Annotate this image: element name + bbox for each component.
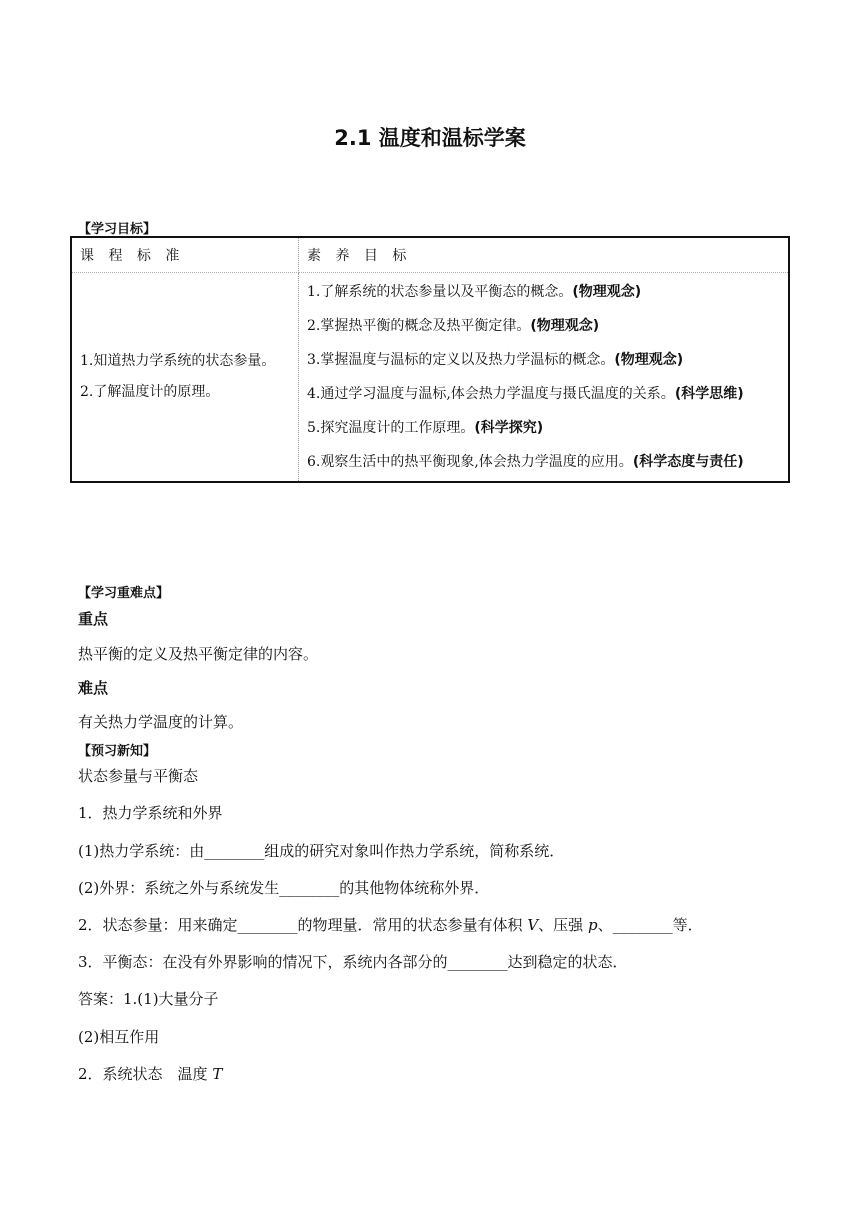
preview-subtitle: 状态参量与平衡态: [78, 767, 199, 785]
fill-blank: ________: [612, 916, 673, 934]
standard-item: 1.知道热力学系统的状态参量。: [80, 353, 276, 369]
literacy-item: 1.了解系统的状态参量以及平衡态的概念。(物理观念): [307, 284, 642, 300]
preview-item-1b: (2)外界：系统之外与系统发生________的其他物体统称外界．: [78, 879, 490, 897]
standard-item: 2.了解温度计的原理。: [80, 384, 220, 400]
learning-goals-heading: 【学习目标】: [78, 222, 157, 237]
focus-label: 重点: [78, 610, 109, 628]
fill-blank: ________: [279, 879, 340, 897]
literacy-item: 6.观察生活中的热平衡现象,体会热力学温度的应用。(科学态度与责任): [307, 454, 744, 470]
literacy-item: 5.探究温度计的工作原理。(科学探究): [307, 420, 544, 436]
standards-cell: [71, 273, 299, 483]
key-points-heading: 【学习重难点】: [78, 586, 170, 601]
preview-item-3: 3．平衡态：在没有外界影响的情况下，系统内各部分的________达到稳定的状态．: [78, 953, 628, 971]
answer-line-3: 2．系统状态 温度 T: [78, 1065, 223, 1083]
focus-text: 热平衡的定义及热平衡定律的内容。: [78, 645, 319, 663]
fill-blank: ________: [447, 953, 508, 971]
difficulty-label: 难点: [78, 679, 109, 697]
literacy-item: 2.掌握热平衡的概念及热平衡定律。(物理观念): [307, 318, 600, 334]
page-title: 2.1 温度和温标学案: [334, 126, 526, 150]
fill-blank: ________: [204, 842, 265, 860]
difficulty-text: 有关热力学温度的计算。: [78, 713, 244, 731]
column-header-standard: 课 程 标 准: [71, 237, 299, 273]
preview-heading: 【预习新知】: [78, 744, 157, 759]
preview-item-1: 1．热力学系统和外界: [78, 804, 223, 822]
literacy-item: 3.掌握温度与温标的定义以及热力学温标的概念。(物理观念): [307, 352, 684, 368]
answer-line-2: (2)相互作用: [78, 1028, 160, 1046]
preview-item-2: 2．状态参量：用来确定________的物理量．常用的状态参量有体积 V、压强 p、________等．: [78, 916, 703, 934]
fill-blank: ________: [237, 916, 298, 934]
table-row: [71, 273, 789, 483]
table-header-row: [71, 237, 789, 273]
literacy-cell: [299, 273, 790, 483]
answer-line-1: 答案：1.(1)大量分子: [78, 990, 219, 1008]
column-header-literacy: 素 养 目 标: [299, 237, 790, 273]
preview-item-1a: (1)热力学系统：由________组成的研究对象叫作热力学系统，简称系统．: [78, 842, 565, 860]
learning-goals-table: [70, 236, 790, 483]
literacy-item: 4.通过学习温度与温标,体会热力学温度与摄氏温度的关系。(科学思维): [307, 386, 744, 402]
